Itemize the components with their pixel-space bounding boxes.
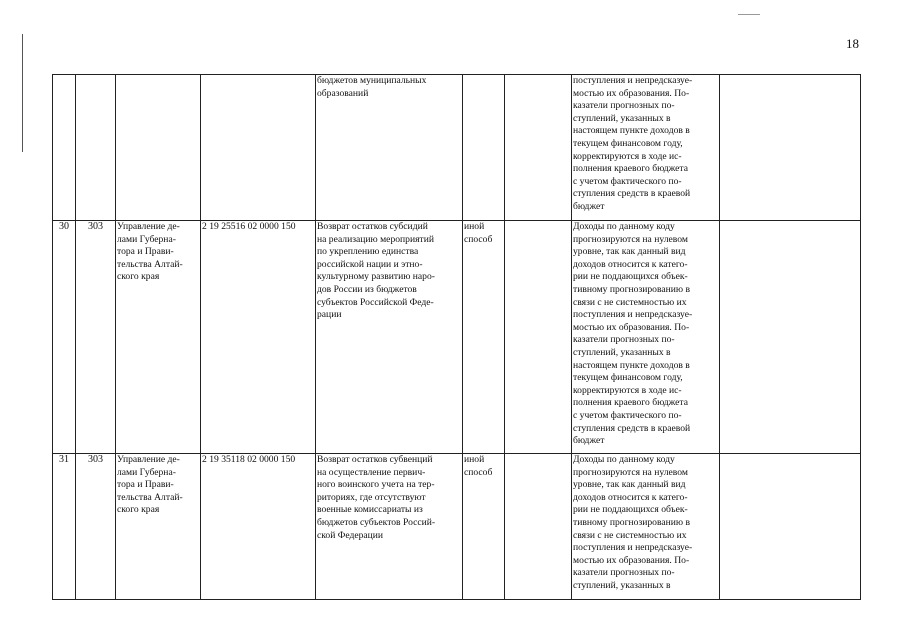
forecast-formula bbox=[505, 454, 572, 600]
revenue-table bbox=[52, 74, 861, 600]
forecast-method: иной способ bbox=[463, 221, 505, 454]
table-row bbox=[53, 221, 861, 454]
method-description: поступления и непредсказуе- мостью их образования. По- казатели прогнозных по- ступлений, указанных в настоящем пункте доходов в текущем финансовом году, корректируются в ходе ис- полнения краевого бюджета с учетом фактического по- ступления средств в краевой бюджет bbox=[572, 75, 720, 221]
table-row bbox=[53, 454, 861, 600]
note bbox=[720, 75, 861, 221]
administrator-name: Управление де- лами Губерна- тора и Прави- тельства Алтай- ского края bbox=[116, 221, 201, 454]
admin-code: 303 bbox=[76, 221, 116, 454]
administrator-name: Управление де- лами Губерна- тора и Прави- тельства Алтай- ского края bbox=[116, 454, 201, 600]
forecast-formula bbox=[505, 221, 572, 454]
row-index bbox=[53, 75, 76, 221]
method-description: Доходы по данному коду прогнозируются на нулевом уровне, так как данный вид доходов относится к катего- рии не поддающихся объек- тивному прогнозированию в связи с не системностью их поступления и непредсказуе- мостью их образования. По- казатели прогнозных по- ступлений, указанных в bbox=[572, 454, 720, 600]
admin-code: 303 bbox=[76, 454, 116, 600]
forecast-method: иной способ bbox=[463, 454, 505, 600]
budget-classification-code: 2 19 35118 02 0000 150 bbox=[201, 454, 316, 600]
budget-classification-code bbox=[201, 75, 316, 221]
method-description: Доходы по данному коду прогнозируются на нулевом уровне, так как данный вид доходов относится к катего- рии не поддающихся объек- тивному прогнозированию в связи с не системностью их поступления и непредсказуе- мостью их образования. По- казатели прогнозных по- ступлений, указанных в настоящем пункте доходов в текущем финансовом году, корректируются в ходе ис- полнения краевого бюджета с учетом фактического по- ступления средств в краевой бюджет bbox=[572, 221, 720, 454]
page-number: 18 bbox=[846, 36, 859, 51]
table-row bbox=[53, 75, 861, 221]
scan-top-mark bbox=[738, 14, 760, 15]
revenue-name: Возврат остатков субвенций на осуществление первич- ного воинского учета на тер- риториях, где отсутствуют военные комиссариаты из бюджетов субъектов Россий- ской Федерации bbox=[316, 454, 463, 600]
administrator-name bbox=[116, 75, 201, 221]
row-index: 31 bbox=[53, 454, 76, 600]
note bbox=[720, 454, 861, 600]
admin-code bbox=[76, 75, 116, 221]
forecast-method bbox=[463, 75, 505, 221]
forecast-formula bbox=[505, 75, 572, 221]
revenue-name: бюджетов муниципальных образований bbox=[316, 75, 463, 221]
budget-classification-code: 2 19 25516 02 0000 150 bbox=[201, 221, 316, 454]
note bbox=[720, 221, 861, 454]
revenue-name: Возврат остатков субсидий на реализацию мероприятий по укреплению единства российской нации и этно- культурному развитию наро- дов России из бюджетов субъектов Российской Феде- рации bbox=[316, 221, 463, 454]
scan-margin-line bbox=[22, 34, 23, 152]
row-index: 30 bbox=[53, 221, 76, 454]
